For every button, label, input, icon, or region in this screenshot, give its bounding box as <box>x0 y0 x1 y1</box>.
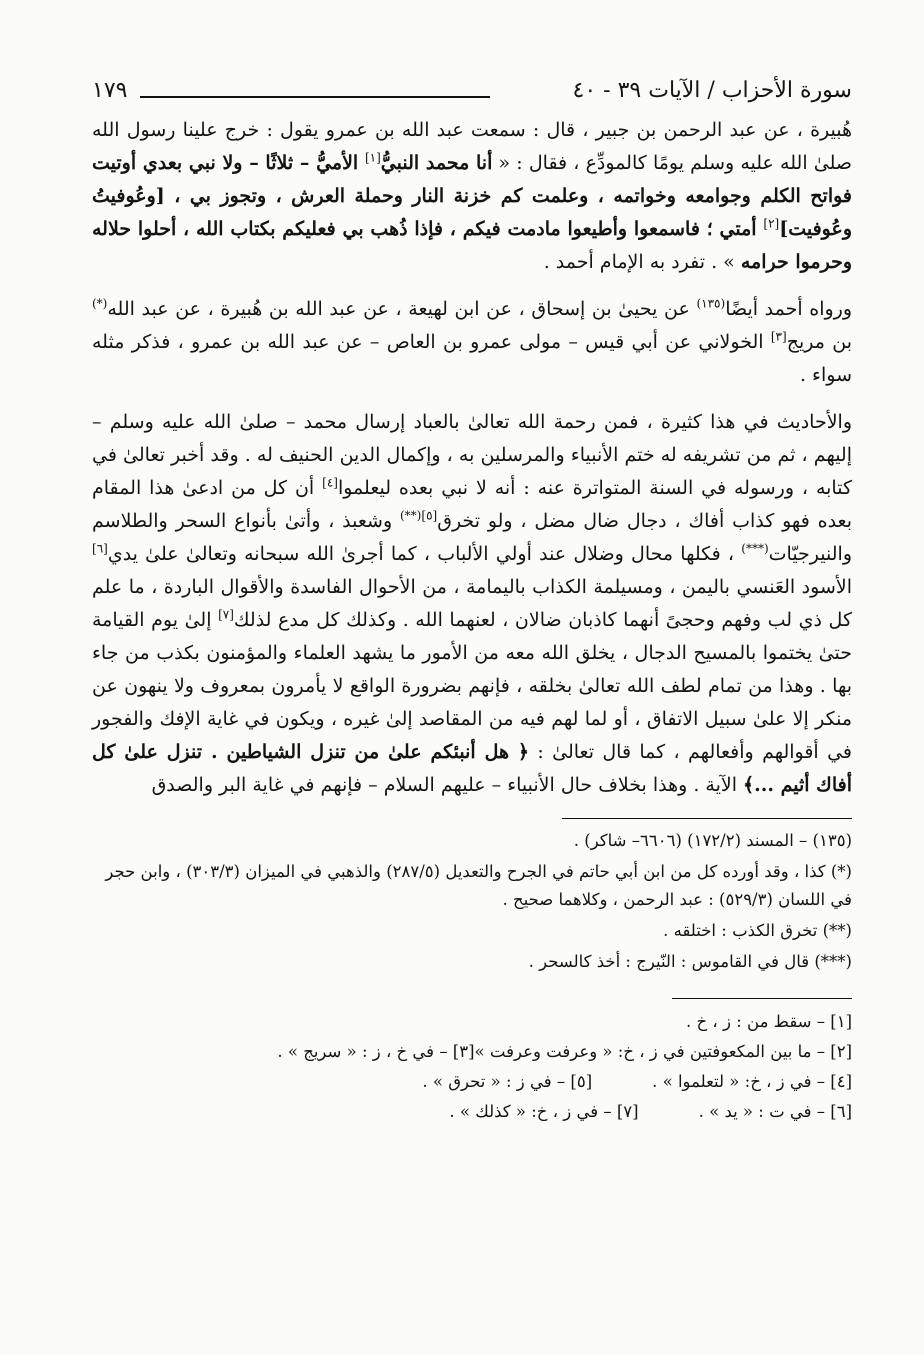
variant-ref: [٢] <box>763 216 780 231</box>
variant-note: [٦] – في ت : « يد » . <box>698 1102 852 1121</box>
text: إلىٰ يوم القيامة حتىٰ يختموا بالمسيح الدجال ، يخلق الله معه من الأمور ما يشهد العلماء والمؤمنون بكذب من جاء بها . وهذا من تمام لطف الله تعالىٰ بخلقه ، فإنهم بضرورة الواقع لا يأمرون بمعروف ولا ينهون عن منكر إلا علىٰ سبيل الاتفاق ، أو لما لهم فيه من المقاصد إلىٰ غيره ، ويكون في غاية الإفك والفجور في أقوالهم وأفعالهم ، كما قال تعالىٰ : <box>92 609 852 763</box>
footnotes-main <box>92 827 852 976</box>
text: الخولاني عن أبي قيس – مولى عمرو بن العاص – عن عبد الله بن عمرو ، فذكر مثله سواء . <box>92 331 852 386</box>
footnote: (*) كذا ، وقد أورده كل من ابن أبي حاتم في الجرح والتعديل (٢٨٧/٥) والذهبي في الميزان (٣٠٣/٣) ، وابن حجر في اللسان (٥٢٩/٣) : عبد الرحمن ، وكلاهما صحيح . <box>105 862 852 909</box>
paragraph-1 <box>92 114 852 279</box>
text: والأحاديث في هذا كثيرة ، فمن رحمة الله تعالىٰ بالعباد إرسال محمد – صلىٰ الله عليه وسلم – إليهم ، ثم من تشريفه له ختم الأنبياء والمرسلين به ، وإكمال الدين الحنيف له . وقد أخبر تعالىٰ في كتابه ، ورسوله في السنة المتواترة عنه : أنه لا نبي بعده ليعلموا <box>92 411 853 499</box>
variant-ref: [٧] <box>218 607 234 622</box>
variant-ref: [٥] <box>421 508 438 523</box>
header-rule <box>140 96 490 98</box>
paragraph-2 <box>92 293 852 392</box>
variant-ref: [٤] <box>322 475 338 490</box>
variant-ref: [٣] <box>770 329 787 344</box>
text: الآية . وهذا بخلاف حال الأنبياء – عليهم السلام – فإنهم في غاية البر والصدق <box>151 774 744 796</box>
footnote-ref: (١٣٥) <box>696 296 726 311</box>
text: » . تفرد به الإمام أحمد . <box>543 251 741 273</box>
text: أن كل من ادعىٰ هذا المقام بعده فهو كذاب أفاك ، دجال ضال مضل ، ولو تخرق <box>92 477 852 532</box>
paragraph-3 <box>92 406 852 802</box>
variant-row <box>92 1037 852 1067</box>
footnote-ref: (***) <box>741 541 769 556</box>
variant-row <box>92 1097 852 1127</box>
footnote-divider <box>562 818 852 819</box>
footnote: (**) تخرق الكذب : اختلقه . <box>663 921 852 940</box>
variant-row <box>92 1007 852 1037</box>
variant-note: [٤] – في ز ، خ: « لتعلموا » . <box>652 1072 852 1091</box>
footnote-ref: (*) <box>92 296 108 311</box>
hadith-text: أنا محمد النبيُّ <box>380 152 493 174</box>
footnotes-variants <box>92 1007 852 1127</box>
text: ، فكلها محال وضلال عند أولي الألباب ، كما أجرىٰ الله سبحانه وتعالىٰ علىٰ يدي <box>107 543 742 565</box>
page-number: ١٧٩ <box>92 78 128 103</box>
text: وشعبذ ، وأتىٰ بأنواع السحر والطلاسم والنيرجيّات <box>92 510 852 565</box>
variant-row <box>92 1067 852 1097</box>
hadith-text: أمتي ؛ فاسمعوا وأطيعوا مادمت فيكم ، فإذا ذُهب بي فعليكم بكتاب الله ، أحلوا حلاله وحرموا حرامه <box>92 218 852 273</box>
text: بن مريج <box>786 331 852 353</box>
variant-ref: [١] <box>364 150 381 165</box>
running-title: سورة الأحزاب / الآيات ٣٩ - ٤٠ <box>572 78 852 103</box>
variants-divider <box>672 998 852 999</box>
text: الأسود العَنسي باليمن ، ومسيلمة الكذاب باليمامة ، من الأحوال الفاسدة والأقوال الباردة ، ما علم كل ذي لب وفهم وحجىً أنهما كاذبان ضالان ، لعنهما الله . وكذلك كل مدع لذلك <box>92 576 852 631</box>
page-header <box>92 70 852 114</box>
variant-note: [١] – سقط من : ز ، خ . <box>686 1012 852 1031</box>
text: هُبيرة ، عن عبد الرحمن بن جبير ، قال : سمعت عبد الله بن عمرو يقول : خرج علينا رسول الله صلىٰ الله عليه وسلم يومًا كالمودِّع ، فقال : « <box>92 119 853 174</box>
hadith-text: الأميُّ – ثلاثًا – ولا نبي بعدي أوتيت فواتح الكلم وجوامعه وخواتمه ، وعلمت كم خزنة النار وحملة العرش ، وتجوز بي ، [وعُوفيتُ وعُوفيت] <box>92 152 852 240</box>
variant-note: [٥] – في ز : « تحرق » . <box>422 1072 593 1091</box>
text: عن يحيىٰ بن إسحاق ، عن ابن لهيعة ، عن عبد الله بن هُبيرة ، عن عبد الله <box>107 298 697 320</box>
footnote: (***) قال في القاموس : النّيرج : أخذ كالسحر . <box>528 952 852 971</box>
text: ورواه أحمد أيضًا <box>725 298 852 320</box>
footnote: (١٣٥) – المسند (١٧٢/٢) (٦٦٠٦– شاكر) . <box>573 831 852 850</box>
variant-note: [٢] – ما بين المكعوفتين في ز ، خ: « وعرفت وعرفت »[٣] – في خ ، ز : « سريج » . <box>277 1042 852 1061</box>
footnote-ref: (**) <box>400 508 422 523</box>
book-page <box>92 70 852 1127</box>
variant-ref: [٦] <box>92 541 108 556</box>
quran-verse: ﴿ هل أنبئكم علىٰ من تنزل الشياطين . تنزل علىٰ كل أفاك أثيم ...﴾ <box>92 741 852 796</box>
variant-note: [٧] – في ز ، خ: « كذلك » . <box>449 1102 639 1121</box>
